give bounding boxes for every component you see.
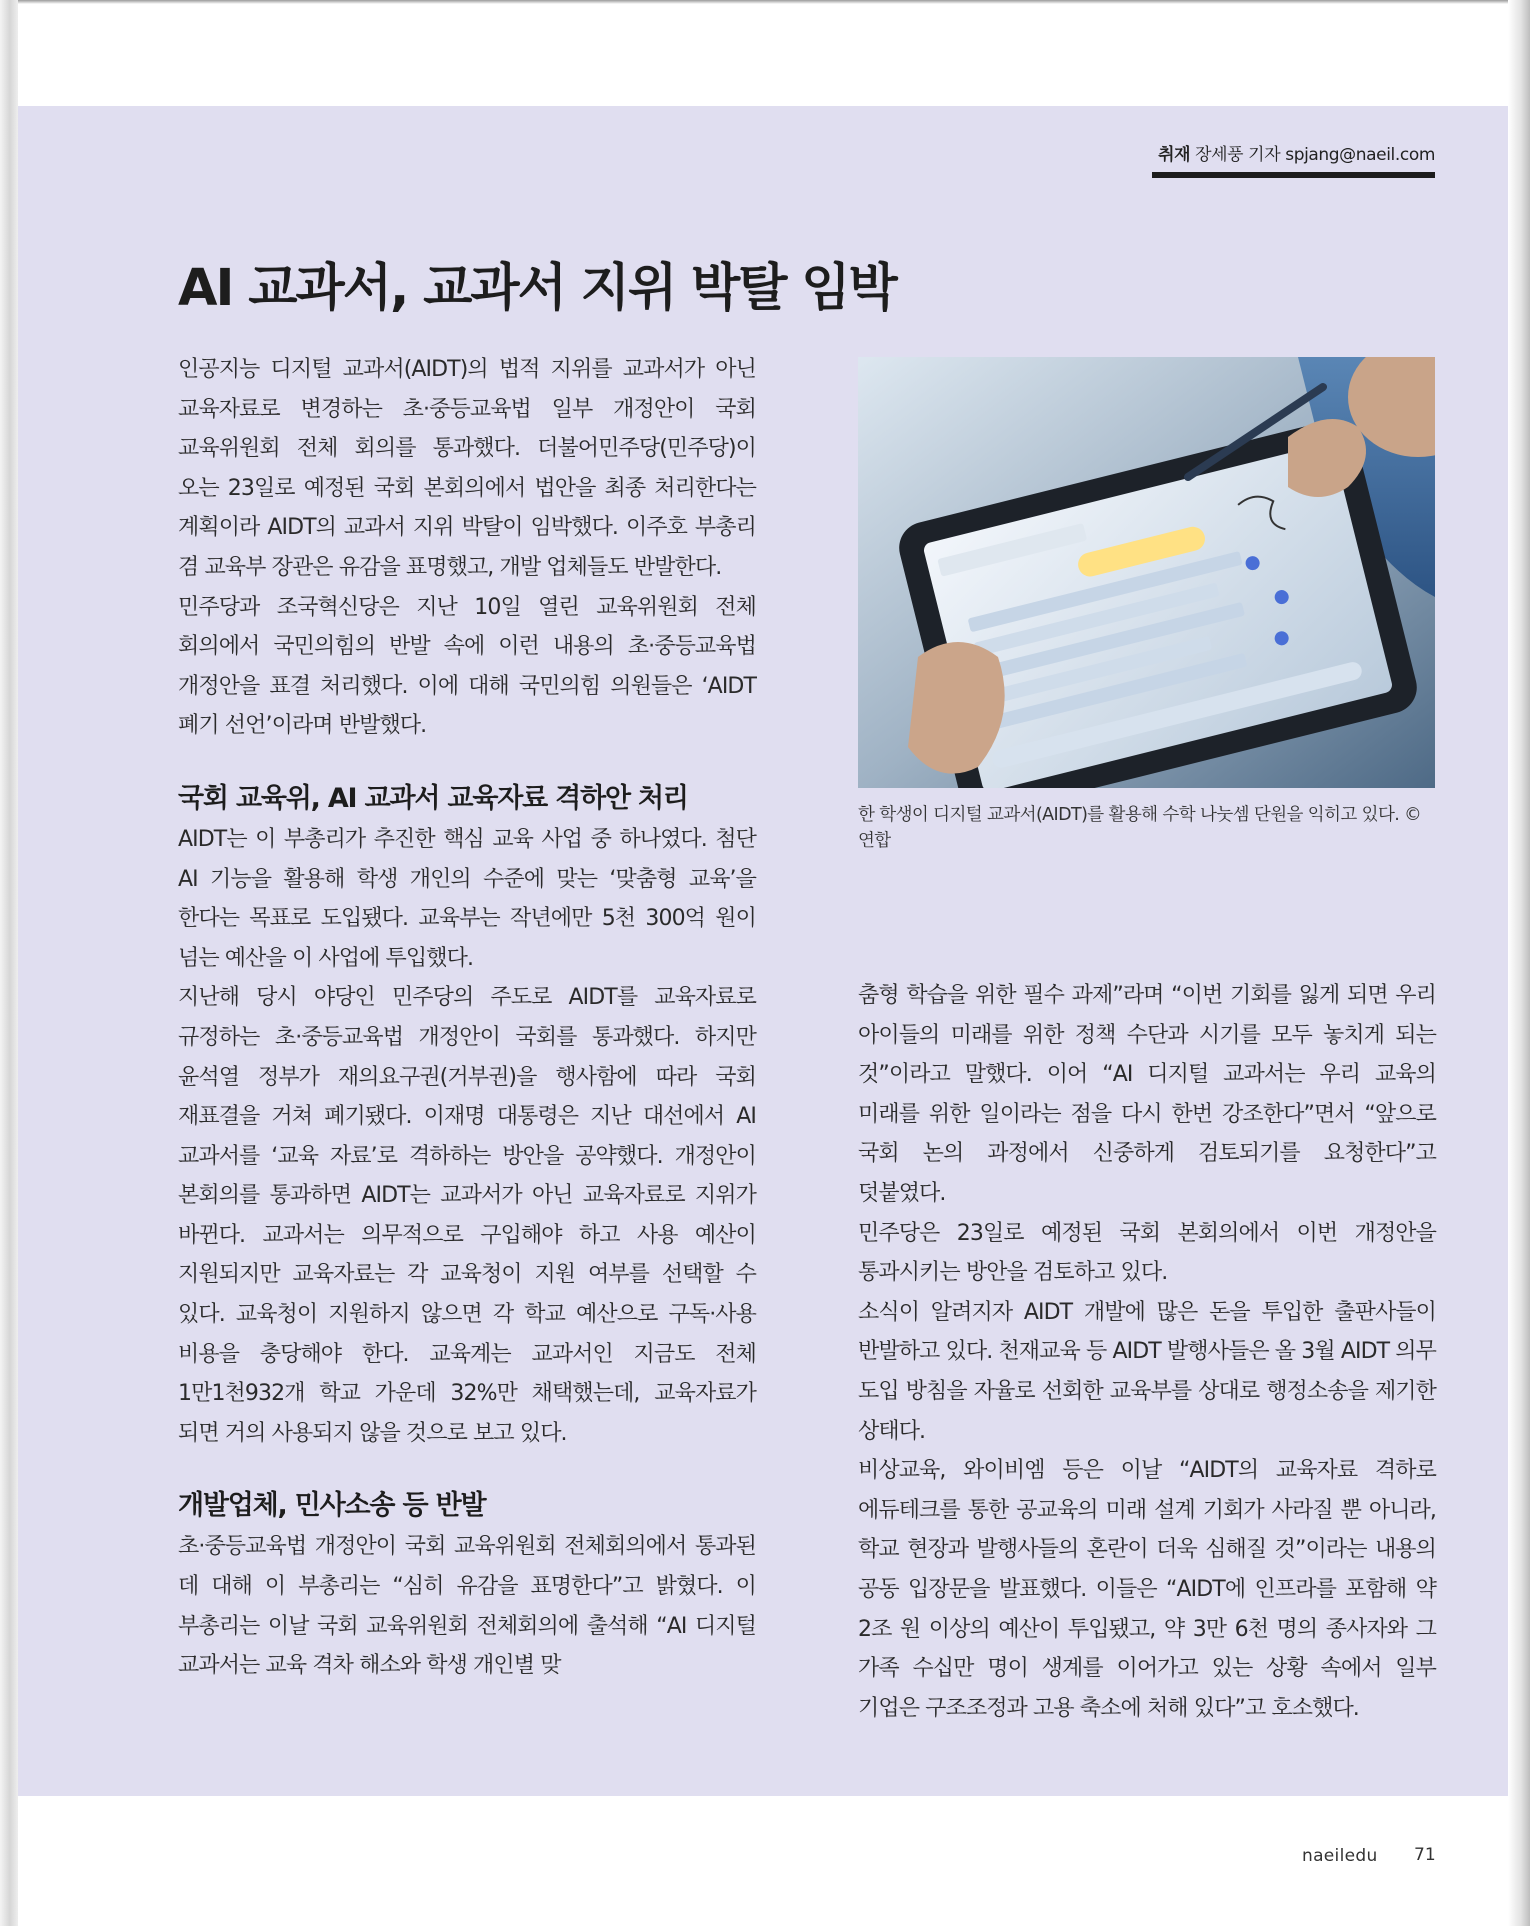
headline: AI 교과서, 교과서 지위 박탈 임박 xyxy=(178,259,896,318)
body-paragraph: 비상교육, 와이비엠 등은 이날 “AIDT의 교육자료 격하로 에듀테크를 통한 공교육의 미래 설계 기회가 사라질 뿐 아니라, 학교 현장과 발행사들의 혼란이 더욱 심해질 것”이라는 내용의 공동 입장문을 발표했다. 이들은 “AIDT에 인프라를 포함해 약 2조 원 이상의 예산이 투입됐고, 약 3만 6천 명의 종사자와 그 가족 수십만 명이 생계를 이어가고 있는 상황 속에서 일부 기업은 구조조정과 고용 축소에 처해 있다”고 호소했다. xyxy=(858,1458,1436,1721)
body-paragraph: 춤형 학습을 위한 필수 과제”라며 “이번 기회를 잃게 되면 우리 아이들의 미래를 위한 정책 수단과 시기를 모두 놓치게 되는 것”이라고 말했다. 이어 “AI 디지털 교과서는 우리 교육의 미래를 위한 일이라는 점을 다시 한번 강조한다”면서 “앞으로 국회 논의 과정에서 신중하게 검토되기를 요청한다”고 덧붙였다. xyxy=(858,983,1436,1206)
right-column xyxy=(858,976,1436,1728)
body-paragraph: 민주당은 23일로 예정된 국회 본회의에서 이번 개정안을 통과시키는 방안을 검토하고 있다. xyxy=(858,1220,1436,1286)
section-heading: 국회 교육위, AI 교과서 교육자료 격하안 처리 xyxy=(178,782,688,814)
page-edge-top xyxy=(0,0,1530,4)
byline-label: 취재 xyxy=(1158,145,1191,165)
byline xyxy=(1150,140,1435,165)
body-paragraph: AIDT는 이 부총리가 추진한 핵심 교육 사업 중 하나였다. 첨단 AI 기능을 활용해 학생 개인의 수준에 맞는 ‘맞춤형 교육’을 한다는 목표로 도입됐다. 교육부는 작년에만 5천 300억 원이 넘는 예산을 이 사업에 투입했다. xyxy=(178,826,756,971)
page-number: 71 xyxy=(1414,1845,1436,1865)
photo-caption: 한 학생이 디지털 교과서(AIDT)를 활용해 수학 나눗셈 단원을 익히고 있다. ©연합 xyxy=(858,805,1422,851)
body-paragraph: 소식이 알려지자 AIDT 개발에 많은 돈을 투입한 출판사들이 반발하고 있다. 천재교육 등 AIDT 발행사들은 올 3월 AIDT 의무 도입 방침을 자율로 선회한 교육부를 상대로 행정소송을 제기한 상태다. xyxy=(858,1299,1436,1444)
section-heading: 개발업체, 민사소송 등 반발 xyxy=(178,1490,486,1522)
intro-paragraph: 인공지능 디지털 교과서(AIDT)의 법적 지위를 교과서가 아닌 교육자료로 변경하는 초·중등교육법 일부 개정안이 국회 교육위원회 전체 회의를 통과했다. 더불어민주당(민주당)이 오는 23일로 예정된 국회 본회의에서 법안을 최종 처리한다는 계획이라 AIDT의 교과서 지위 박탈이 임박했다. 이주호 부총리 겸 교육부 장관은 유감을 표명했고, 개발 업체들도 반발한다. xyxy=(178,357,756,580)
byline-rule xyxy=(1152,172,1435,178)
article-photo xyxy=(858,357,1435,788)
left-column xyxy=(178,350,756,1686)
byline-text: 장세풍 기자 spjang@naeil.com xyxy=(1190,145,1435,165)
page-binding-edge xyxy=(0,0,18,1926)
body-paragraph: 초·중등교육법 개정안이 국회 교육위원회 전체회의에서 통과된 데 대해 이 부총리는 “심히 유감을 표명한다”고 밝혔다. 이 부총리는 이날 국회 교육위원회 전체회의에 출석해 “AI 디지털 교과서는 교육 격차 해소와 학생 개인별 맞 xyxy=(178,1534,756,1679)
intro-paragraph: 민주당과 조국혁신당은 지난 10일 열린 교육위원회 전체 회의에서 국민의힘의 반발 속에 이런 내용의 초·중등교육법 개정안을 표결 처리했다. 이에 대해 국민의힘 의원들은 ‘AIDT 폐기 선언’이라며 반발했다. xyxy=(178,594,756,739)
body-paragraph: 지난해 당시 야당인 민주당의 주도로 AIDT를 교육자료로 규정하는 초·중등교육법 개정안이 국회를 통과했다. 하지만 윤석열 정부가 재의요구권(거부권)을 행사함에 따라 국회 재표결을 거쳐 폐기됐다. 이재명 대통령은 지난 대선에서 AI 교과서를 ‘교육 자료’로 격하하는 방안을 공약했다. 개정안이 본회의를 통과하면 AIDT는 교과서가 아닌 교육자료로 지위가 바뀐다. 교과서는 의무적으로 구입해야 하고 사용 예산이 지원되지만 교육자료는 각 교육청이 지원 여부를 선택할 수 있다. 교육청이 지원하지 않으면 각 학교 예산으로 구독·사용 비용을 충당해야 한다. 교육계는 교과서인 지금도 전체 1만1천932개 학교 가운데 32%만 채택했는데, 교육자료가 되면 거의 사용되지 않을 것으로 보고 있다. xyxy=(178,985,756,1446)
page-edge-right xyxy=(1508,0,1530,1926)
publication-name: naeiledu xyxy=(1302,1846,1378,1866)
student-tablet-photo xyxy=(858,357,1435,788)
